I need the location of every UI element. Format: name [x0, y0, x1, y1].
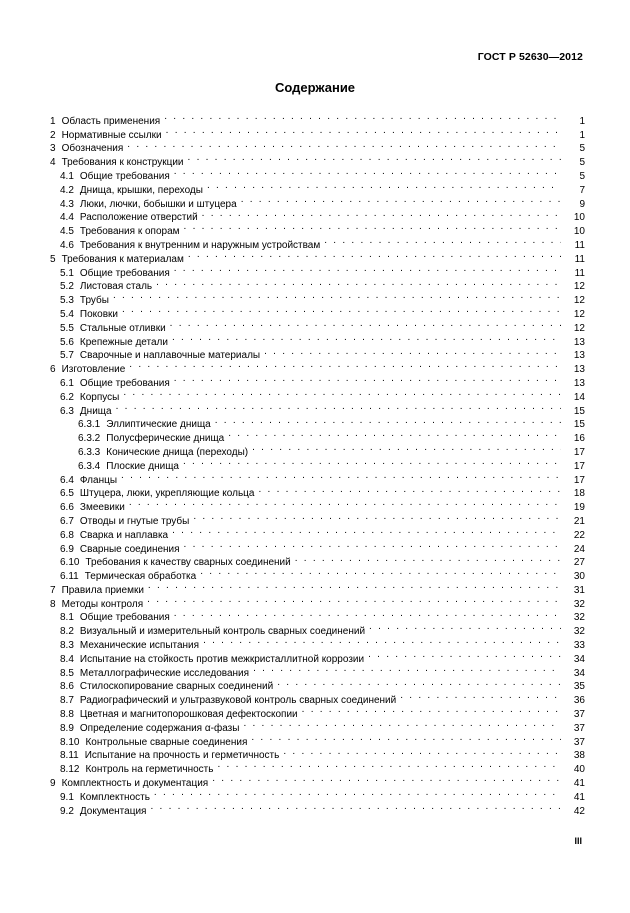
dot-leader — [202, 207, 561, 221]
dot-leader — [193, 510, 561, 524]
dot-leader — [207, 179, 561, 193]
toc-entry-page: 41 — [573, 778, 585, 790]
toc-entry-page: 1 — [579, 115, 585, 127]
toc-entry-page: 34 — [573, 667, 585, 679]
toc-entry-title: Расположение отверстий — [79, 212, 198, 224]
toc-entry[interactable] — [50, 358, 585, 376]
toc-entry-page: 11 — [574, 267, 585, 279]
dot-leader — [243, 717, 561, 731]
toc-entry-number: 8.1 — [60, 612, 74, 624]
dot-leader — [253, 662, 561, 676]
page-number: III — [574, 836, 582, 846]
toc-entry[interactable] — [50, 138, 585, 155]
toc-entry-page: 24 — [573, 543, 585, 555]
toc-entry-page: 13 — [573, 364, 585, 376]
toc-entry-page: 17 — [573, 474, 585, 486]
toc-entry-number: 3 — [50, 143, 56, 155]
toc-entry-title: Радиографический и ультразвуковой контроль сварных соединений — [79, 695, 397, 707]
toc-entry-number: 8.8 — [60, 709, 74, 721]
dot-leader — [369, 620, 561, 634]
toc-entry-number: 2 — [50, 129, 56, 141]
toc-entry-number: 1 — [50, 115, 56, 127]
toc-entry-title: Общие требования — [79, 612, 170, 624]
toc-entry-number: 8.3 — [60, 640, 74, 652]
toc-entry-page: 32 — [573, 626, 585, 638]
toc-entry-number: 4 — [50, 157, 56, 169]
toc-entry-number: 8.10 — [60, 736, 80, 748]
toc-entry-page: 37 — [573, 736, 585, 748]
toc-entry-title: Поковки — [79, 308, 118, 320]
toc-entry-page: 13 — [573, 350, 585, 362]
toc-entry-number: 8.7 — [60, 695, 74, 707]
dot-leader — [324, 234, 561, 248]
toc-title: Содержание — [274, 80, 356, 95]
toc-entry-page: 5 — [579, 157, 585, 169]
toc-entry-number: 9.1 — [60, 791, 74, 803]
toc-entry-page: 10 — [573, 212, 585, 224]
toc-entry-number: 8.12 — [60, 764, 80, 776]
dot-leader — [302, 703, 561, 717]
toc-entry-number: 5.2 — [60, 281, 74, 293]
toc-entry[interactable] — [50, 483, 585, 500]
toc-entry-number: 4.2 — [60, 184, 74, 196]
toc-entry-number: 6 — [50, 364, 56, 376]
toc-entry-page: 41 — [573, 791, 585, 803]
toc-entry-title: Общие требования — [79, 377, 170, 389]
toc-entry-page: 7 — [579, 184, 585, 196]
toc-entry[interactable] — [50, 496, 585, 514]
toc-entry-page: 9 — [579, 198, 585, 210]
toc-entry[interactable] — [50, 289, 585, 307]
toc-entry-title: Общие требования — [79, 170, 170, 182]
dot-leader — [154, 786, 561, 800]
toc-entry-title: Трубы — [79, 295, 109, 307]
dot-leader — [123, 386, 561, 400]
toc-entry-title: Контрольные сварные соединения — [85, 736, 248, 748]
toc-entry-page: 13 — [573, 377, 585, 389]
toc-entry-page: 42 — [573, 805, 585, 817]
toc-entry-number: 5.4 — [60, 308, 74, 320]
dot-leader — [368, 648, 561, 662]
toc-entry[interactable] — [50, 110, 585, 127]
toc-entry-title: Требования к опорам — [79, 226, 180, 238]
toc-entry-page: 12 — [573, 281, 585, 293]
toc-entry-number: 6.2 — [60, 391, 74, 403]
toc-entry-number: 6.3.4 — [78, 460, 101, 472]
toc-entry-page: 19 — [573, 502, 585, 514]
toc-entry-title: Изготовление — [61, 364, 126, 376]
toc-entry-number: 9 — [50, 778, 56, 790]
toc-entry-title: Определение содержания α-фазы — [79, 722, 240, 734]
toc-entry-title: Крепежные детали — [79, 336, 168, 348]
toc-entry-title: Комплектность — [79, 791, 150, 803]
toc-entry-title: Фланцы — [79, 474, 118, 486]
toc-entry-number: 6.11 — [60, 571, 79, 583]
toc-entry-number: 8.6 — [60, 681, 74, 693]
toc-entry-page: 36 — [573, 695, 585, 707]
dot-leader — [241, 193, 561, 207]
toc-entry-title: Отводы и гнутые трубы — [79, 515, 190, 527]
toc-entry-title: Эллиптические днища — [106, 419, 211, 431]
toc-entry-title: Методы контроля — [61, 598, 144, 610]
toc-entry-number: 5.5 — [60, 322, 74, 334]
toc-entry-number: 6.3.2 — [78, 433, 101, 445]
toc-entry-number: 4.1 — [60, 170, 74, 182]
dot-leader — [203, 634, 561, 648]
toc-entry[interactable] — [50, 400, 585, 417]
dot-leader — [183, 455, 561, 469]
toc-entry-page: 32 — [573, 598, 585, 610]
toc-entry-number: 6.4 — [60, 474, 74, 486]
toc-entry-number: 6.1 — [60, 377, 74, 389]
dot-leader — [184, 220, 561, 234]
toc-entry-title: Полусферические днища — [106, 433, 225, 445]
toc-entry-number: 8.2 — [60, 626, 74, 638]
toc-entry-number: 8.9 — [60, 722, 74, 734]
dot-leader — [215, 414, 561, 428]
dot-leader — [188, 248, 561, 262]
toc-entry-page: 32 — [573, 612, 585, 624]
toc-entry-title: Область применения — [61, 115, 161, 127]
toc-entry-title: Цветная и магнитопорошковая дефектоскопии — [79, 709, 298, 721]
dot-leader — [217, 758, 561, 772]
dot-leader — [172, 331, 561, 345]
toc-entry-page: 30 — [573, 571, 585, 583]
toc-entry-title: Визуальный и измерительный контроль сварных соединений — [79, 626, 366, 638]
toc-entry-title: Змеевики — [79, 502, 125, 514]
toc-entry-page: 38 — [573, 750, 585, 762]
toc-entry-title: Стилоскопирование сварных соединений — [79, 681, 274, 693]
toc-entry-title: Требования к материалам — [61, 253, 184, 265]
toc-entry-number: 9.2 — [60, 805, 74, 817]
dot-leader — [184, 538, 561, 552]
dot-leader — [295, 552, 561, 566]
toc-entry[interactable] — [50, 510, 585, 527]
toc-entry[interactable] — [50, 317, 585, 334]
toc-entry-page: 37 — [573, 722, 585, 734]
dot-leader — [264, 345, 561, 359]
toc-entry-title: Днища — [79, 405, 112, 417]
toc-entry-title: Люки, лючки, бобышки и штуцера — [79, 198, 237, 210]
toc-entry-title: Плоские днища — [106, 460, 179, 472]
toc-entry-number: 6.10 — [60, 557, 80, 569]
toc-entry-number: 8.5 — [60, 667, 74, 679]
toc-entry-number: 8.11 — [60, 750, 79, 762]
toc-entry-title: Испытание на прочность и герметичность — [84, 750, 280, 762]
toc-entry-number: 6.8 — [60, 529, 74, 541]
toc-entry-number: 8.4 — [60, 653, 74, 665]
toc-entry-title: Листовая сталь — [79, 281, 153, 293]
dot-leader — [251, 731, 561, 745]
toc-entry[interactable] — [50, 303, 585, 320]
toc-entry-page: 5 — [579, 143, 585, 155]
dot-leader — [400, 689, 561, 703]
document-code: ГОСТ Р 52630—2012 — [477, 51, 583, 63]
toc-entry-title: Нормативные ссылки — [61, 129, 162, 141]
toc-entry[interactable] — [50, 469, 585, 486]
toc-entry-page: 14 — [573, 391, 585, 403]
toc-entry-number: 4.5 — [60, 226, 74, 238]
dot-leader — [283, 745, 561, 759]
toc-entry-page: 5 — [579, 170, 585, 182]
toc-entry-page: 15 — [573, 419, 585, 431]
dot-leader — [156, 276, 561, 290]
toc-entry-page: 1 — [579, 129, 585, 141]
dot-leader — [121, 469, 561, 483]
toc-entry[interactable] — [50, 386, 585, 403]
toc-entry-title: Сварка и наплавка — [79, 529, 169, 541]
toc-entry-title: Комплектность и документация — [61, 778, 209, 790]
dot-leader — [129, 496, 561, 510]
toc-entry-title: Сварочные и наплавочные материалы — [79, 350, 261, 362]
dot-leader — [277, 676, 561, 690]
dot-leader — [174, 607, 561, 621]
toc-entry-title: Сварные соединения — [79, 543, 180, 555]
toc-entry-title: Испытание на стойкость против межкристаллитной коррозии — [79, 653, 365, 665]
toc-entry-page: 11 — [574, 239, 585, 251]
toc-entry-title: Контроль на герметичность — [85, 764, 214, 776]
dot-leader — [174, 372, 561, 386]
dot-leader — [172, 524, 561, 538]
toc-entry-number: 4.6 — [60, 239, 74, 251]
dot-leader — [129, 358, 561, 372]
toc-entry-page: 13 — [573, 336, 585, 348]
toc-entry[interactable] — [50, 151, 585, 169]
toc-entry-page: 17 — [573, 460, 585, 472]
toc-entry-page: 31 — [573, 584, 585, 596]
toc-entry-page: 15 — [573, 405, 585, 417]
dot-leader — [212, 772, 561, 786]
toc-entry-number: 6.7 — [60, 515, 74, 527]
dot-leader — [258, 483, 561, 497]
toc-entry[interactable] — [50, 414, 585, 431]
toc-entry-title: Днища, крышки, переходы — [79, 184, 203, 196]
dot-leader — [148, 579, 561, 593]
toc-entry-page: 21 — [573, 515, 585, 527]
toc-entry-page: 37 — [573, 709, 585, 721]
toc-entry-page: 33 — [573, 640, 585, 652]
toc-entry-page: 27 — [573, 557, 585, 569]
toc-entry-title: Обозначения — [61, 143, 124, 155]
toc-entry-title: Стальные отливки — [79, 322, 166, 334]
toc-entry-page: 12 — [573, 295, 585, 307]
dot-leader — [228, 427, 561, 441]
toc-entry-title: Документация — [79, 805, 147, 817]
dot-leader — [127, 138, 561, 152]
dot-leader — [174, 262, 561, 276]
toc-entry-page: 12 — [573, 308, 585, 320]
toc-entry-title: Требования к конструкции — [61, 157, 184, 169]
toc-entry-page: 17 — [573, 446, 585, 458]
dot-leader — [166, 124, 561, 138]
dot-leader — [116, 400, 561, 414]
toc-entry-number: 6.3 — [60, 405, 74, 417]
toc-entry-page: 35 — [573, 681, 585, 693]
toc-entry-number: 6.9 — [60, 543, 74, 555]
dot-leader — [170, 317, 561, 331]
dot-leader — [252, 441, 561, 455]
toc-entry-title: Общие требования — [79, 267, 170, 279]
dot-leader — [188, 151, 561, 165]
toc-entry-number: 7 — [50, 584, 56, 596]
toc-entry-number: 4.4 — [60, 212, 74, 224]
toc-entry-page: 22 — [573, 529, 585, 541]
toc-entry-number: 5.3 — [60, 295, 74, 307]
dot-leader — [164, 110, 561, 124]
toc-entry-page: 10 — [573, 226, 585, 238]
table-of-contents — [50, 110, 585, 817]
toc-entry-number: 5 — [50, 253, 56, 265]
toc-entry-page: 18 — [573, 488, 585, 500]
toc-entry-number: 6.3.3 — [78, 446, 101, 458]
toc-entry-number: 6.3.1 — [78, 419, 101, 431]
toc-entry-title: Металлографические исследования — [79, 667, 250, 679]
toc-entry-number: 5.7 — [60, 350, 74, 362]
toc-entry-title: Штуцера, люки, укрепляющие кольца — [79, 488, 255, 500]
toc-entry-number: 4.3 — [60, 198, 74, 210]
toc-entry-page: 40 — [573, 764, 585, 776]
dot-leader — [147, 593, 561, 607]
toc-entry-title: Конические днища (переходы) — [106, 446, 249, 458]
dot-leader — [150, 800, 561, 814]
toc-entry-number: 8 — [50, 598, 56, 610]
dot-leader — [122, 303, 561, 317]
toc-entry-title: Требования к качеству сварных соединений — [85, 557, 291, 569]
toc-entry-title: Термическая обработка — [84, 571, 197, 583]
dot-leader — [200, 565, 561, 579]
toc-entry-title: Требования к внутренним и наружным устройствам — [79, 239, 321, 251]
toc-entry-page: 16 — [573, 433, 585, 445]
toc-entry-number: 5.6 — [60, 336, 74, 348]
toc-entry-title: Правила приемки — [61, 584, 144, 596]
toc-entry[interactable] — [50, 372, 585, 389]
toc-entry-number: 6.6 — [60, 502, 74, 514]
dot-leader — [174, 165, 561, 179]
toc-entry-page: 11 — [574, 253, 585, 265]
toc-entry-page: 34 — [573, 653, 585, 665]
toc-entry-number: 5.1 — [60, 267, 74, 279]
toc-entry-title: Механические испытания — [79, 640, 200, 652]
toc-entry-page: 12 — [573, 322, 585, 334]
toc-entry-title: Корпусы — [79, 391, 120, 403]
dot-leader — [113, 289, 561, 303]
toc-entry-number: 6.5 — [60, 488, 74, 500]
